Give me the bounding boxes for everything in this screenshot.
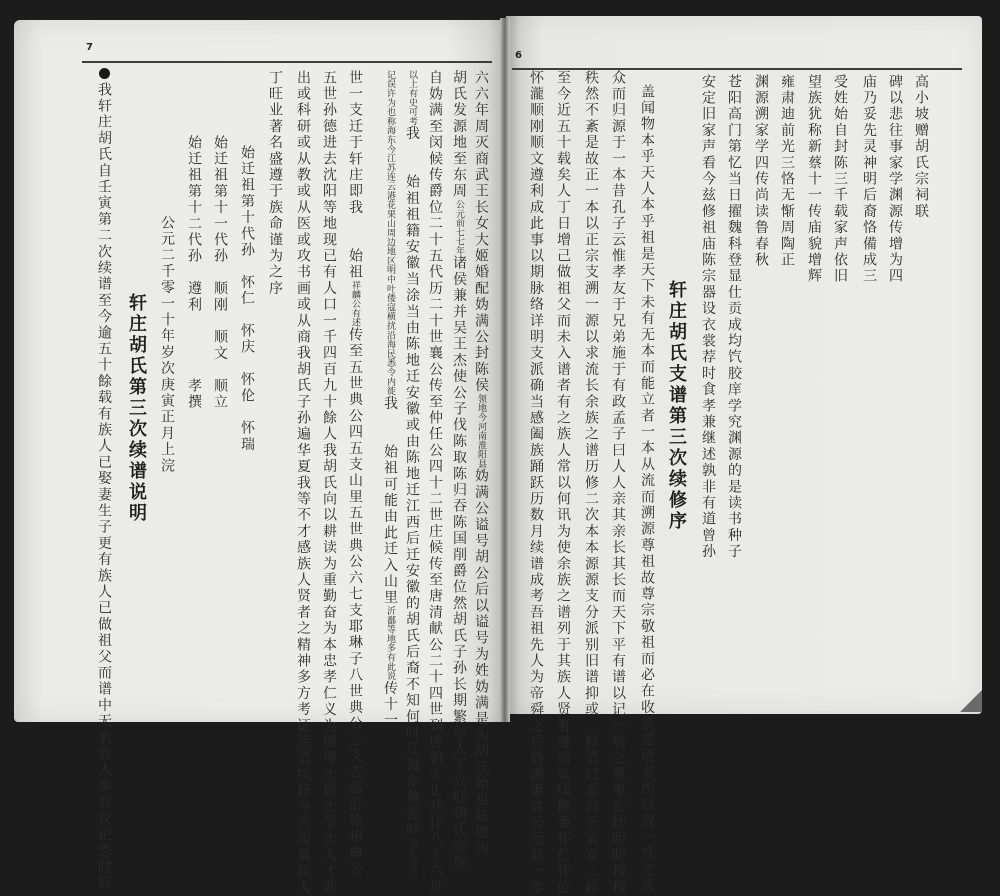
couplet-title: 高小坡赠胡氏宗祠联: [913, 74, 929, 220]
section-title-right: 轩庄胡氏支谱第三次续修序: [666, 280, 687, 532]
couplet-line: 安定旧家声看今兹修祖庙陈宗器设衣裳荐时食孝兼继述孰非有道曾孙: [700, 74, 716, 560]
bullet-icon: [99, 68, 110, 79]
text-column: 丁旺业著名盛遵于族命谨为之序: [267, 70, 283, 297]
couplet-line: 碑以悲往事家学渊源传增为四: [887, 74, 903, 285]
couplet-line: 受姓始自封陈三千载家声依旧: [832, 74, 848, 285]
signature-line: 始迁祖第十代孙 怀仁 怀庆 怀伦 怀瑞: [239, 145, 255, 453]
preface-column: 盖闻物本乎天人本乎祖是天下未有无本而能立者一本从流而溯源尊祖故尊宗敬祖而必在收族是谱者所以叙一姓之族: [639, 84, 655, 894]
couplet-line: 庙乃妥先灵神明后裔恪備成三: [861, 74, 877, 285]
header-rule-right: [512, 68, 962, 70]
couplet-line: 雍肃迪前光三恪无惭周陶正: [779, 74, 795, 269]
signature-line: 始迁祖第十一代孙 顺刚 顺文 顺立: [212, 135, 228, 411]
note-column: 我轩庄胡氏自壬寅第二次续谱至今逾五十餘载有族人已娶妻生子更有族人已做祖父而谱中无名族人多有议论恐时间: [96, 82, 112, 892]
text-column: 世一支迁于轩庄即我 始祖祥麟公有述传至五世典公四五支山里五世典公六七支耶琳子八世典公三支去临沂徐州典公: [347, 70, 363, 878]
text-column: 自妫满至闵候传爵位二十五代历二十世襄公传至仲任公四十二世庄候传至唐清献公二十四世到唐朝末止共计八十六世: [427, 70, 443, 896]
text-column: 胡氏发源地至东周公元前七七年诸侯兼并吴王杰使公子伐陈取陈归吞陈国削爵位然胡氏子孙长期繁衍人丁兴旺胡氏宗族: [451, 70, 467, 872]
preface-column: 秩然不紊是故正一本以正宗支溯一源以求流长余族之谱历修二次本本源源支分派别旧谱抑或二修谱已悉自壬寅岁二修: [583, 70, 599, 896]
header-rule-left: [82, 61, 492, 63]
page-number-right: 6: [515, 50, 522, 61]
section-title-left: 轩庄胡氏第三次续谱说明: [126, 293, 147, 524]
preface-column: 众而归源于一本昔孔子云惟孝友于兄弟施于有政孟子曰人人亲其亲长其长而天下平有谱以记一族之尊卑长幼昭昭穆穆: [610, 70, 626, 896]
text-column: 六六年周灭商武王长女大姬婚配妫满公封陈侯领地今河南淮阳县妫满公谥号胡公后以谥号为姓妫满是为胡氏始祖陈地为: [473, 70, 489, 858]
text-column: 出或科研或从教或从医或攻书画或从商我胡氏子孙遍华夏我等不才感族人贤者之精神多方考证族谱续修今告竣翼族人: [295, 70, 311, 896]
couplet-line: 望族犹称新蔡十一传庙貌增辉: [806, 74, 822, 285]
text-column: 记误许为也称海东今江苏连云港花果山周边地区明中叶倭寇横扰沿海民悉令内徙我 始祖可能由此迁入山里沂鄱等地多有此说传十一: [382, 70, 398, 730]
couplet-line: 渊源溯家学四传尚读鲁春秋: [753, 74, 769, 269]
date-line: 公元二千零一十年岁次庚寅正月上浣: [159, 215, 175, 475]
page-corner-fold: [960, 690, 982, 712]
page-number-left: 7: [86, 42, 93, 53]
preface-column: 至今近五十载矣人丁日增己做祖父而未入谱者有之族人常以何讯为使余族之谱列于其族人贤者遂动议续修委怀仁怀伦: [555, 70, 571, 896]
book-spine: [500, 18, 510, 722]
right-page: [506, 16, 982, 714]
signature-line: 始迁祖第十二代孙 遵利 孝撰: [186, 135, 202, 411]
text-column: 以上有史可考我 始祖祖籍安徽当涂当由陈地迁安徽或由陈地迁江西后迁安徽的胡氏后裔不知何时迁海东黄泥岭海东许为: [404, 70, 420, 876]
preface-column: 怀瀧顺刚顺文遵利成此事以期脉络详明支派确当感阖族踊跃历数月续谱成考吾祖先人为帝舜之后妫满姬姓公元前一零: [528, 70, 544, 896]
text-column: 五世孙德进去沈阳等地现已有人口一千四百九十餘人我胡氏向以耕读为重勤奋为本忠孝仁义为德博士硕士学士人才辈: [321, 70, 337, 896]
couplet-line: 苍阳高门第忆当日擢魏科登显仕贡成均饩胶庠学究渊源的是读书种子: [726, 74, 742, 560]
